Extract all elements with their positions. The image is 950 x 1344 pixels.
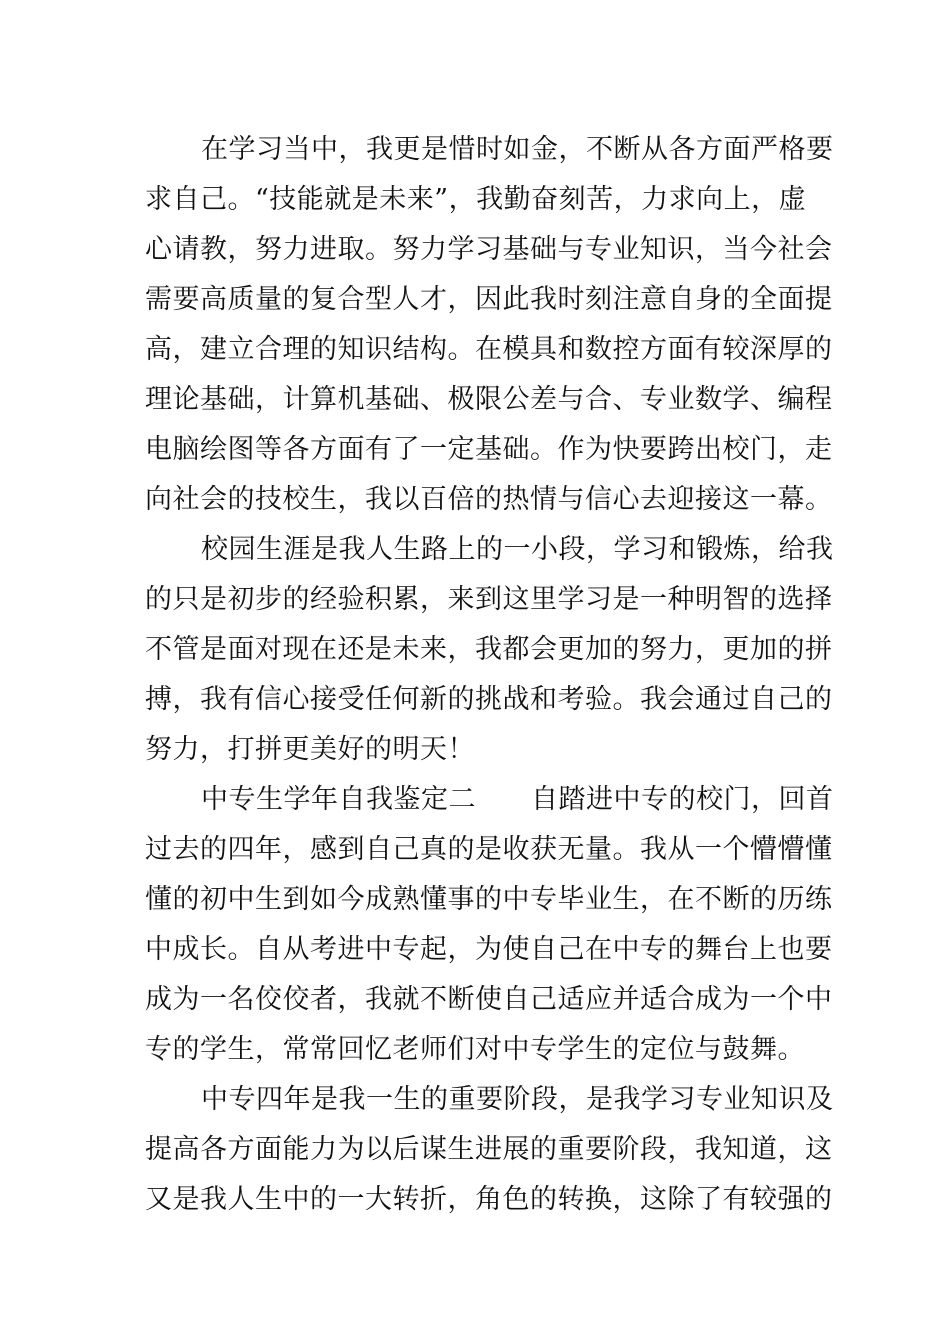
paragraph-line: 中专四年是我一生的重要阶段，是我学习专业知识及 [201, 1084, 834, 1115]
paragraph-line: 中专生学年自我鉴定二 自踏进中专的校门，回首 [201, 784, 834, 815]
paragraph-line: 校园生涯是我人生路上的一小段，学习和锻炼，给我 [201, 534, 834, 565]
paragraph-line: 搏，我有信心接受任何新的挑战和考验。我会通过自己的 [145, 684, 833, 715]
paragraph-line: 的只是初步的经验积累，来到这里学习是一种明智的选择 [145, 584, 833, 615]
paragraph-line: 电脑绘图等各方面有了一定基础。作为快要跨出校门，走 [145, 434, 833, 465]
paragraph-line: 懂的初中生到如今成熟懂事的中专毕业生，在不断的历练 [145, 884, 833, 915]
paragraph-line: 求自己。“技能就是未来”，我勤奋刻苦，力求向上，虚 [145, 184, 807, 215]
paragraph-line: 过去的四年，感到自己真的是收获无量。我从一个懵懵懂 [145, 834, 833, 865]
paragraph-line: 心请教，努力进取。努力学习基础与专业知识，当今社会 [145, 234, 833, 265]
paragraph-line: 专的学生，常常回忆老师们对中专学生的定位与鼓舞。 [145, 1034, 805, 1065]
document-body [145, 125, 834, 1225]
paragraph-line: 在学习当中，我更是惜时如金，不断从各方面严格要 [201, 134, 834, 165]
paragraph-line: 需要高质量的复合型人才，因此我时刻注意自身的全面提 [145, 284, 833, 315]
paragraph-line: 又是我人生中的一大转折，角色的转换，这除了有较强的 [145, 1184, 833, 1215]
paragraph-line: 向社会的技校生，我以百倍的热情与信心去迎接这一幕。 [145, 484, 833, 515]
paragraph-line: 理论基础，计算机基础、极限公差与合、专业数学、编程 [145, 384, 833, 415]
paragraph-line: 高，建立合理的知识结构。在模具和数控方面有较深厚的 [145, 334, 833, 365]
paragraph-line: 中成长。自从考进中专起，为使自己在中专的舞台上也要 [145, 934, 833, 965]
paragraph-line: 不管是面对现在还是未来，我都会更加的努力，更加的拼 [145, 634, 833, 665]
paragraph-line: 提高各方面能力为以后谋生进展的重要阶段，我知道，这 [145, 1134, 833, 1165]
paragraph-line: 努力，打拼更美好的明天！ [145, 734, 475, 765]
paragraph-line: 成为一名佼佼者，我就不断使自己适应并适合成为一个中 [145, 984, 833, 1015]
